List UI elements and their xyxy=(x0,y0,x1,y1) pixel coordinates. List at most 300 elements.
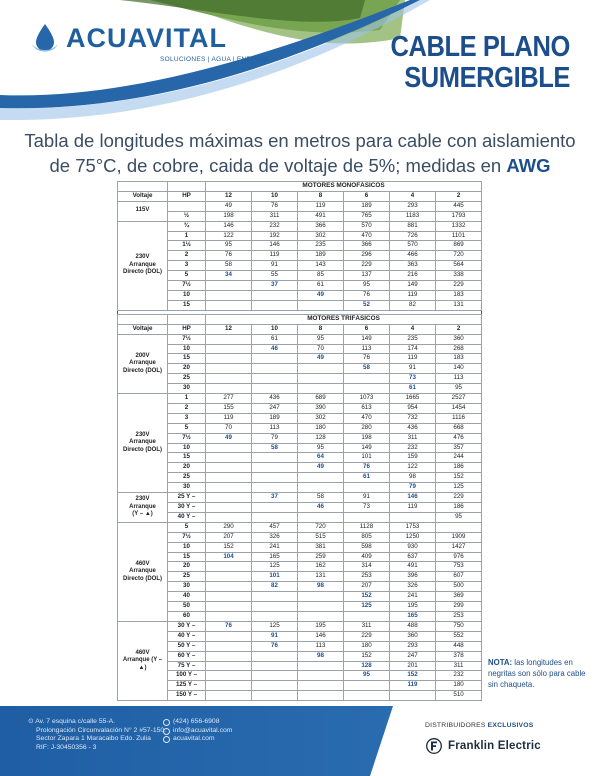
length-cell: 198 xyxy=(206,211,252,221)
table-row xyxy=(118,374,482,384)
length-cell: 1250 xyxy=(390,532,436,542)
length-cell: 229 xyxy=(344,631,390,641)
hp-cell: 30 Y – xyxy=(168,621,206,631)
length-cell: 122 xyxy=(390,463,436,473)
length-cell: 277 xyxy=(206,394,252,404)
length-cell: 448 xyxy=(436,641,482,651)
table-body xyxy=(118,182,482,701)
length-cell: 360 xyxy=(390,631,436,641)
length-cell: 146 xyxy=(206,221,252,231)
hp-cell: 5 xyxy=(168,423,206,433)
length-cell: 436 xyxy=(252,394,298,404)
length-cell xyxy=(252,681,298,691)
length-cell: 34 xyxy=(206,271,252,281)
length-cell: 247 xyxy=(252,403,298,413)
length-cell: 247 xyxy=(390,651,436,661)
length-cell: 91 xyxy=(344,493,390,503)
length-cell: 82 xyxy=(390,300,436,310)
length-cell: 753 xyxy=(436,562,482,572)
hp-cell: 2 xyxy=(168,251,206,261)
hp-cell: 5 xyxy=(168,271,206,281)
length-cell: 146 xyxy=(298,631,344,641)
length-cell: 381 xyxy=(298,542,344,552)
length-cell xyxy=(298,473,344,483)
hp-cell: 3 xyxy=(168,261,206,271)
length-cell: 119 xyxy=(252,251,298,261)
hp-cell: 20 xyxy=(168,463,206,473)
hp-cell: 10 xyxy=(168,443,206,453)
length-cell: 165 xyxy=(390,611,436,621)
hp-cell: 30 xyxy=(168,582,206,592)
length-cell: 137 xyxy=(344,271,390,281)
length-cell: 98 xyxy=(298,651,344,661)
length-cell: 76 xyxy=(206,621,252,631)
length-cell: 954 xyxy=(390,403,436,413)
length-cell xyxy=(206,562,252,572)
email-link[interactable]: info@acuavital.com xyxy=(173,726,233,734)
length-cell: 241 xyxy=(252,542,298,552)
length-cell xyxy=(206,483,252,493)
hp-cell: 40 Y – xyxy=(168,512,206,522)
hp-cell: 25 xyxy=(168,572,206,582)
length-cell: 61 xyxy=(252,334,298,344)
table-row xyxy=(118,423,482,433)
table-row xyxy=(118,621,482,631)
length-cell: 293 xyxy=(390,641,436,651)
length-cell xyxy=(344,384,390,394)
length-cell: 805 xyxy=(344,532,390,542)
length-cell: 189 xyxy=(252,413,298,423)
length-cell: 70 xyxy=(298,344,344,354)
length-cell: 229 xyxy=(436,493,482,503)
hp-cell: 40 xyxy=(168,592,206,602)
length-cell xyxy=(252,453,298,463)
table-row xyxy=(118,354,482,364)
length-cell: 64 xyxy=(298,453,344,463)
table-note: NOTA: las longitudes en negritas son sólo para cable sin chaqueta. xyxy=(488,658,586,689)
length-cell xyxy=(298,300,344,310)
table-row xyxy=(118,631,482,641)
length-cell: 290 xyxy=(206,522,252,532)
hp-cell: 5 xyxy=(168,522,206,532)
length-cell xyxy=(390,691,436,701)
length-cell xyxy=(206,493,252,503)
length-cell: 491 xyxy=(390,562,436,572)
hp-cell: 60 Y – xyxy=(168,651,206,661)
length-cell: 500 xyxy=(436,582,482,592)
length-cell xyxy=(344,374,390,384)
length-cell: 76 xyxy=(252,641,298,651)
length-cell: 976 xyxy=(436,552,482,562)
length-cell xyxy=(252,354,298,364)
table-row xyxy=(118,384,482,394)
voltage-cell: 460V Arranque (Y – ▲) xyxy=(118,621,168,700)
length-cell: 113 xyxy=(436,374,482,384)
length-cell: 409 xyxy=(344,552,390,562)
length-cell: 302 xyxy=(298,231,344,241)
length-cell: 369 xyxy=(436,592,482,602)
hp-cell: 3 xyxy=(168,413,206,423)
length-cell: 165 xyxy=(252,552,298,562)
length-cell: 146 xyxy=(252,241,298,251)
length-cell: 180 xyxy=(436,681,482,691)
length-cell: 201 xyxy=(390,661,436,671)
length-cell: 720 xyxy=(436,251,482,261)
length-cell xyxy=(252,602,298,612)
length-cell xyxy=(206,572,252,582)
length-cell: 765 xyxy=(344,211,390,221)
length-cell xyxy=(252,661,298,671)
length-cell: 101 xyxy=(252,572,298,582)
length-cell: 122 xyxy=(206,231,252,241)
hp-cell: 50 xyxy=(168,602,206,612)
length-cell xyxy=(298,602,344,612)
length-cell: 46 xyxy=(252,344,298,354)
length-cell xyxy=(252,364,298,374)
length-cell xyxy=(206,344,252,354)
web-icon xyxy=(163,736,170,743)
table-row xyxy=(118,602,482,612)
length-cell: 113 xyxy=(344,344,390,354)
length-cell: 311 xyxy=(344,621,390,631)
brand-logo xyxy=(30,22,227,54)
table-row xyxy=(118,661,482,671)
length-cell: 125 xyxy=(436,483,482,493)
length-cell xyxy=(390,512,436,522)
length-cell: 76 xyxy=(344,354,390,364)
length-cell: 436 xyxy=(390,423,436,433)
length-cell: 229 xyxy=(436,281,482,291)
length-cell: 113 xyxy=(298,641,344,651)
mono-section-title-label: MOTORES MONOFÁSICOS xyxy=(206,182,482,192)
length-cell: 280 xyxy=(344,423,390,433)
length-cell: 113 xyxy=(252,423,298,433)
length-cell xyxy=(206,354,252,364)
length-cell xyxy=(206,453,252,463)
table-row xyxy=(118,453,482,463)
hp-cell: ¾ xyxy=(168,221,206,231)
length-cell xyxy=(206,512,252,522)
length-cell: 1183 xyxy=(390,211,436,221)
email-icon xyxy=(163,728,170,735)
phone-number[interactable]: (424) 656-6908 xyxy=(173,718,220,725)
cable-length-table xyxy=(117,181,482,701)
table-row xyxy=(118,473,482,483)
table-row xyxy=(118,394,482,404)
table-row xyxy=(118,221,482,231)
table-row xyxy=(118,691,482,701)
length-cell: 95 xyxy=(344,281,390,291)
length-cell: 149 xyxy=(344,443,390,453)
column-header-row xyxy=(118,191,482,201)
hp-cell: 10 xyxy=(168,542,206,552)
column-header: 12 xyxy=(206,324,252,334)
length-cell xyxy=(252,463,298,473)
length-cell xyxy=(298,592,344,602)
length-cell: 152 xyxy=(206,542,252,552)
length-cell: 360 xyxy=(436,334,482,344)
length-cell: 152 xyxy=(344,651,390,661)
length-cell: 357 xyxy=(436,443,482,453)
length-cell: 1332 xyxy=(436,221,482,231)
hp-cell: 10 xyxy=(168,290,206,300)
column-header: 10 xyxy=(252,324,298,334)
length-cell: 152 xyxy=(390,671,436,681)
length-cell xyxy=(344,611,390,621)
phone-icon xyxy=(163,719,170,726)
length-cell: 726 xyxy=(390,231,436,241)
table-row xyxy=(118,300,482,310)
length-cell: 637 xyxy=(390,552,436,562)
length-cell: 76 xyxy=(344,290,390,300)
length-cell: 366 xyxy=(298,221,344,231)
table-row xyxy=(118,552,482,562)
hp-cell: 50 Y – xyxy=(168,641,206,651)
length-cell: 232 xyxy=(252,221,298,231)
hp-cell: 15 xyxy=(168,300,206,310)
length-cell: 232 xyxy=(436,671,482,681)
footer-address: ⊙ Av. 7 esquina c/calle 55-A. Prolongación Circunvalación N° 2 #57-150. Sector Zapara 1 Maracaibo Edo. Zulia RIF: J-30450356 - 3 xyxy=(28,718,167,752)
length-cell xyxy=(206,290,252,300)
column-header: 4 xyxy=(390,191,436,201)
length-cell: 1101 xyxy=(436,231,482,241)
length-cell: 311 xyxy=(390,433,436,443)
length-cell xyxy=(252,483,298,493)
voltage-cell: 230V Arranque (Y – ▲) xyxy=(118,493,168,523)
length-cell xyxy=(344,483,390,493)
length-cell: 235 xyxy=(298,241,344,251)
length-cell xyxy=(206,374,252,384)
length-cell xyxy=(252,592,298,602)
length-cell xyxy=(344,681,390,691)
length-cell: 470 xyxy=(344,231,390,241)
length-cell: 159 xyxy=(390,453,436,463)
mono-section-title xyxy=(118,182,482,192)
length-cell: 180 xyxy=(344,641,390,651)
length-cell: 510 xyxy=(436,691,482,701)
length-cell xyxy=(298,483,344,493)
length-cell: 37 xyxy=(252,281,298,291)
table-row xyxy=(118,562,482,572)
tri-section-title xyxy=(118,314,482,324)
table-row xyxy=(118,251,482,261)
length-cell: 125 xyxy=(252,621,298,631)
length-cell xyxy=(206,641,252,651)
length-cell xyxy=(206,503,252,513)
table-row xyxy=(118,290,482,300)
subtitle: Tabla de longitudes máximas en metros para cable con aislamiento de 75°C, de cobre, caida de voltaje de 5%; medidas en AWG xyxy=(24,130,576,176)
length-cell: 296 xyxy=(344,251,390,261)
length-cell: 1073 xyxy=(344,394,390,404)
length-cell: 244 xyxy=(436,453,482,463)
column-header: 12 xyxy=(206,191,252,201)
hp-cell: 40 Y – xyxy=(168,631,206,641)
length-cell xyxy=(252,651,298,661)
length-cell: 52 xyxy=(344,300,390,310)
table-row xyxy=(118,503,482,513)
footer-contact xyxy=(163,718,232,744)
length-cell: 268 xyxy=(436,344,482,354)
length-cell: 293 xyxy=(390,201,436,211)
length-cell: 235 xyxy=(390,334,436,344)
length-cell xyxy=(206,611,252,621)
length-cell: 232 xyxy=(390,443,436,453)
length-cell: 881 xyxy=(390,221,436,231)
column-header: 2 xyxy=(436,191,482,201)
table-row xyxy=(118,542,482,552)
hp-cell: 75 Y – xyxy=(168,661,206,671)
length-cell: 457 xyxy=(252,522,298,532)
length-cell: 119 xyxy=(390,503,436,513)
table-row xyxy=(118,463,482,473)
length-cell: 119 xyxy=(206,413,252,423)
length-cell: 378 xyxy=(436,651,482,661)
length-cell: 128 xyxy=(344,661,390,671)
voltage-cell: 230V Arranque Directo (DOL) xyxy=(118,221,168,310)
length-cell xyxy=(252,290,298,300)
length-cell: 186 xyxy=(436,503,482,513)
distributor-label: DISTRIBUIDORES EXCLUSIVOS xyxy=(425,722,534,729)
table-row xyxy=(118,572,482,582)
voltage-cell: 200V Arranque Directo (DOL) xyxy=(118,334,168,393)
length-cell xyxy=(206,300,252,310)
length-cell: 104 xyxy=(206,552,252,562)
length-cell: 1753 xyxy=(390,522,436,532)
length-cell: 119 xyxy=(390,290,436,300)
voltage-cell: 115V xyxy=(118,201,168,221)
column-header: HP xyxy=(168,191,206,201)
table-row xyxy=(118,241,482,251)
length-cell xyxy=(206,582,252,592)
length-cell: 125 xyxy=(252,562,298,572)
length-cell xyxy=(252,473,298,483)
length-cell: 91 xyxy=(252,631,298,641)
tri-section-title-label: MOTORES TRIFÁSICOS xyxy=(206,314,482,324)
length-cell: 488 xyxy=(390,621,436,631)
length-cell: 207 xyxy=(206,532,252,542)
length-cell: 183 xyxy=(436,354,482,364)
length-cell xyxy=(206,681,252,691)
length-cell: 61 xyxy=(344,473,390,483)
length-cell: 46 xyxy=(298,503,344,513)
length-cell: 95 xyxy=(298,443,344,453)
voltage-cell: 230V Arranque Directo (DOL) xyxy=(118,394,168,493)
table-row xyxy=(118,592,482,602)
hp-cell: 7½ xyxy=(168,334,206,344)
length-cell: 189 xyxy=(298,251,344,261)
length-cell xyxy=(252,671,298,681)
length-cell: 1427 xyxy=(436,542,482,552)
length-cell: 155 xyxy=(206,403,252,413)
table-row xyxy=(118,364,482,374)
web-link[interactable]: acuavital.com xyxy=(173,735,215,743)
length-cell: 338 xyxy=(436,271,482,281)
length-cell: 101 xyxy=(344,453,390,463)
table-row xyxy=(118,443,482,453)
table-row xyxy=(118,344,482,354)
length-cell: 570 xyxy=(344,221,390,231)
length-cell: 326 xyxy=(390,582,436,592)
length-cell: 491 xyxy=(298,211,344,221)
length-cell: 61 xyxy=(298,281,344,291)
length-cell: 149 xyxy=(344,334,390,344)
length-cell: 85 xyxy=(298,271,344,281)
length-cell: 390 xyxy=(298,403,344,413)
length-cell xyxy=(298,671,344,681)
column-header: 8 xyxy=(298,191,344,201)
length-cell: 140 xyxy=(436,364,482,374)
table-row xyxy=(118,483,482,493)
hp-cell: 125 Y – xyxy=(168,681,206,691)
length-cell: 259 xyxy=(298,552,344,562)
table-row xyxy=(118,522,482,532)
water-drop-icon xyxy=(30,22,60,54)
table-row xyxy=(118,334,482,344)
length-cell xyxy=(298,661,344,671)
table-row xyxy=(118,413,482,423)
length-cell: 253 xyxy=(344,572,390,582)
length-cell: 1454 xyxy=(436,403,482,413)
length-cell: 930 xyxy=(390,542,436,552)
length-cell xyxy=(206,651,252,661)
length-cell: 146 xyxy=(390,493,436,503)
length-cell: 131 xyxy=(436,300,482,310)
column-header: 4 xyxy=(390,324,436,334)
length-cell: 1909 xyxy=(436,532,482,542)
length-cell: 79 xyxy=(390,483,436,493)
page-title: CABLE PLANO SUMERGIBLE xyxy=(390,31,570,94)
hp-cell: 30 Y – xyxy=(168,503,206,513)
length-cell xyxy=(252,374,298,384)
hp-cell: 60 xyxy=(168,611,206,621)
table-row xyxy=(118,281,482,291)
table-row xyxy=(118,582,482,592)
length-cell: 720 xyxy=(298,522,344,532)
length-cell: 125 xyxy=(344,602,390,612)
length-cell: 668 xyxy=(436,423,482,433)
hp-cell: 15 xyxy=(168,552,206,562)
table-row xyxy=(118,261,482,271)
length-cell: 98 xyxy=(390,473,436,483)
length-cell xyxy=(206,364,252,374)
table-row xyxy=(118,681,482,691)
franklin-electric-logo: Franklin Electric xyxy=(426,738,541,754)
length-cell: 1128 xyxy=(344,522,390,532)
length-cell xyxy=(298,681,344,691)
hp-cell: 1 xyxy=(168,231,206,241)
length-cell xyxy=(252,384,298,394)
column-header: 10 xyxy=(252,191,298,201)
hp-cell: 20 xyxy=(168,364,206,374)
hp-cell: 15 xyxy=(168,354,206,364)
length-cell: 49 xyxy=(298,463,344,473)
length-cell: 476 xyxy=(436,433,482,443)
length-cell: 152 xyxy=(344,592,390,602)
length-cell: 598 xyxy=(344,542,390,552)
hp-cell: 30 xyxy=(168,483,206,493)
length-cell: 95 xyxy=(298,334,344,344)
length-cell: 689 xyxy=(298,394,344,404)
table-row xyxy=(118,611,482,621)
length-cell: 95 xyxy=(344,671,390,681)
length-cell xyxy=(252,512,298,522)
hp-cell: 150 Y – xyxy=(168,691,206,701)
length-cell: 162 xyxy=(298,562,344,572)
length-cell: 58 xyxy=(344,364,390,374)
length-cell xyxy=(206,384,252,394)
hp-cell xyxy=(168,201,206,211)
franklin-electric-icon xyxy=(426,738,442,754)
